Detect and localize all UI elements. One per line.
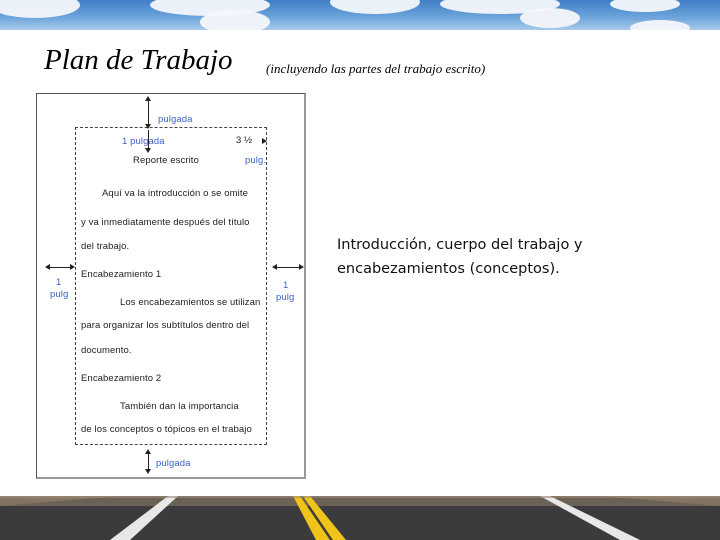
arrow-right-icon <box>262 138 267 144</box>
right-top-label: 3 ½ <box>236 135 253 146</box>
doc-line: Aquí va la introducción o se omite <box>102 188 248 199</box>
left-margin-label: 1 <box>56 277 62 288</box>
arrow-right-icon <box>70 264 75 270</box>
arrow-down-icon <box>145 148 151 153</box>
doc-line: También dan la importancia <box>120 401 239 412</box>
doc-line: del trabajo. <box>81 241 130 252</box>
doc-line: Los encabezamientos se utilizan <box>120 297 261 308</box>
doc-line: de los conceptos o tópicos en el trabajo <box>81 424 252 435</box>
sky-banner <box>0 0 720 30</box>
doc-heading: Encabezamiento 2 <box>81 373 162 384</box>
doc-line: y va inmediatamente después del título <box>81 217 250 228</box>
slide-body-text: Introducción, cuerpo del trabajo y encabezamientos (conceptos). <box>337 237 583 277</box>
left-margin-unit: pulg <box>50 289 69 300</box>
doc-heading: Encabezamiento 1 <box>81 269 162 280</box>
slide-subtitle: (incluyendo las partes del trabajo escrito) <box>266 61 486 76</box>
right-margin-arrow <box>276 267 300 268</box>
top-margin-arrow <box>148 100 149 126</box>
doc-line: documento. <box>81 345 132 356</box>
top-margin-label: pulgada <box>158 114 193 125</box>
right-top-label-unit: pulg. <box>245 155 267 166</box>
bottom-margin-label: pulgada <box>156 458 191 469</box>
slide-title: Plan de Trabajo <box>44 44 233 76</box>
arrow-down-icon <box>145 469 151 474</box>
top-inner-margin-label: 1 pulgada <box>122 136 165 147</box>
page-margin-outline <box>75 127 267 445</box>
arrow-right-icon <box>299 264 304 270</box>
report-title: Reporte escrito <box>133 155 199 166</box>
right-margin-label: 1 <box>283 280 289 291</box>
right-margin-unit: pulg <box>276 292 295 303</box>
left-margin-arrow <box>49 267 71 268</box>
doc-line: para organizar los subtítulos dentro del <box>81 320 250 331</box>
arrow-down-icon <box>145 124 151 129</box>
road-banner <box>0 496 720 540</box>
